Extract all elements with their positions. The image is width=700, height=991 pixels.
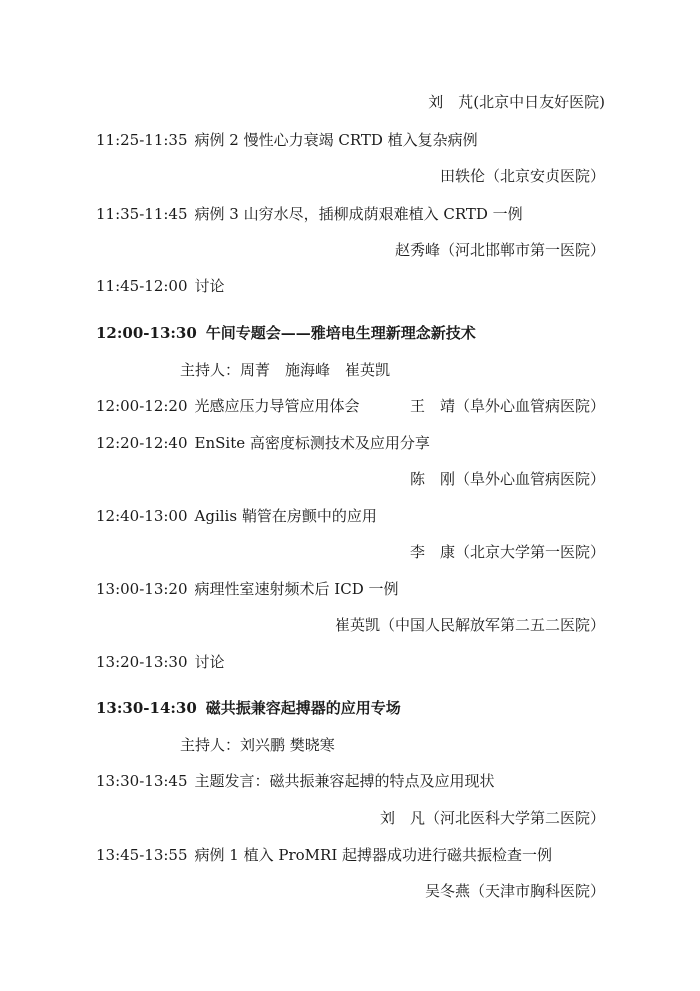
agenda-item xyxy=(96,579,399,599)
session-time: 12:00-13:30 xyxy=(96,324,197,342)
speaker-affiliation: 田轶伦（北京安贞医院） xyxy=(439,167,605,185)
session-title: 午间专题会——雅培电生理新理念新技术 xyxy=(205,324,476,342)
agenda-time: 11:25-11:35 xyxy=(96,131,188,149)
agenda-time: 13:45-13:55 xyxy=(96,846,188,864)
agenda-title: EnSite 高密度标测技术及应用分享 xyxy=(194,434,430,452)
agenda-item xyxy=(96,845,552,865)
agenda-item xyxy=(96,396,360,416)
session-time: 13:30-14:30 xyxy=(96,699,197,717)
session-hosts: 主持人：刘兴鹏 樊晓寒 xyxy=(180,736,335,754)
agenda-title: 病例 2 慢性心力衰竭 CRTD 植入复杂病例 xyxy=(194,131,478,149)
agenda-time: 12:20-12:40 xyxy=(96,434,188,452)
agenda-time: 13:30-13:45 xyxy=(96,772,188,790)
speaker-affiliation: 崔英凯（中国人民解放军第二五二医院） xyxy=(334,616,605,634)
agenda-item xyxy=(96,276,225,296)
agenda-item xyxy=(96,130,478,150)
session-heading xyxy=(96,698,401,718)
speaker-affiliation: 王 靖（阜外心血管病医院） xyxy=(409,397,605,415)
agenda-title: 病例 3 山穷水尽，插柳成荫艰难植入 CRTD 一例 xyxy=(194,205,523,223)
agenda-item xyxy=(96,433,430,453)
agenda-item xyxy=(96,652,225,672)
agenda-title: 病理性室速射频术后 ICD 一例 xyxy=(194,580,399,598)
agenda-title: Agilis 鞘管在房颤中的应用 xyxy=(194,507,377,525)
agenda-time: 11:45-12:00 xyxy=(96,277,188,295)
agenda-title: 病例 1 植入 ProMRI 起搏器成功进行磁共振检查一例 xyxy=(194,846,553,864)
agenda-time: 12:00-12:20 xyxy=(96,397,188,415)
agenda-title: 主题发言：磁共振兼容起搏的特点及应用现状 xyxy=(194,772,495,790)
speaker-affiliation: 吴冬燕（天津市胸科医院） xyxy=(424,882,605,900)
agenda-item xyxy=(96,204,523,224)
agenda-time: 13:00-13:20 xyxy=(96,580,188,598)
speaker-affiliation: 赵秀峰（河北邯郸市第一医院） xyxy=(394,241,605,259)
agenda-item xyxy=(96,506,377,526)
agenda-item xyxy=(96,771,495,791)
agenda-time: 12:40-13:00 xyxy=(96,507,188,525)
agenda-time: 13:20-13:30 xyxy=(96,653,188,671)
agenda-time: 11:35-11:45 xyxy=(96,205,188,223)
speaker-affiliation: 刘 芃(北京中日友好医院) xyxy=(428,93,605,111)
session-title: 磁共振兼容起搏器的应用专场 xyxy=(205,699,401,717)
session-heading xyxy=(96,323,476,343)
agenda-title: 光感应压力导管应用体会 xyxy=(194,397,360,415)
agenda-title: 讨论 xyxy=(194,277,225,295)
speaker-affiliation: 陈 刚（阜外心血管病医院） xyxy=(409,470,605,488)
speaker-affiliation: 刘 凡（河北医科大学第二医院） xyxy=(379,809,605,827)
agenda-title: 讨论 xyxy=(194,653,225,671)
session-hosts: 主持人：周菁 施海峰 崔英凯 xyxy=(180,361,391,379)
speaker-affiliation: 李 康（北京大学第一医院） xyxy=(409,543,605,561)
